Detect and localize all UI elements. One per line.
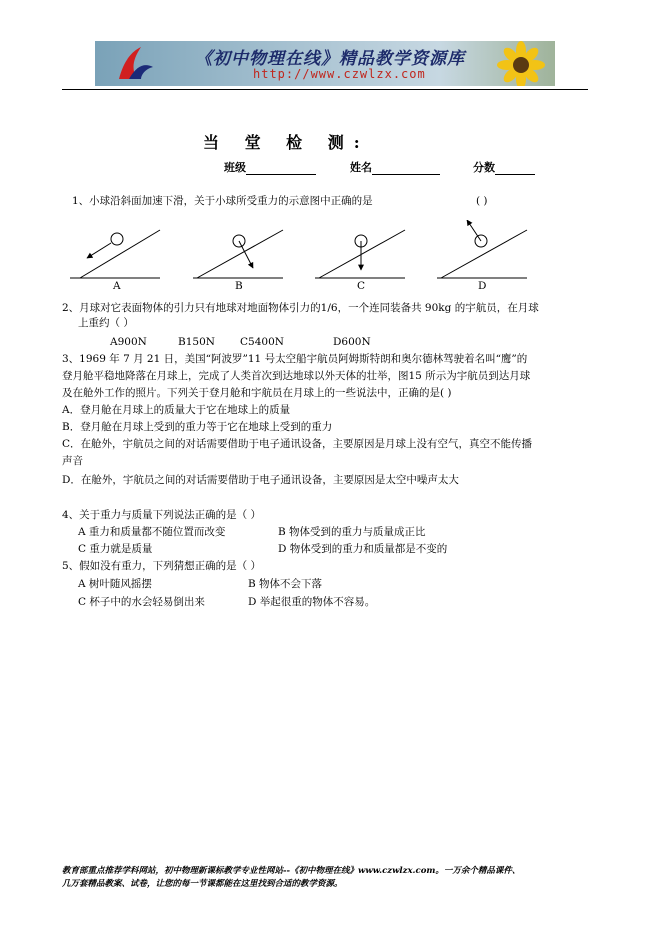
score-field — [473, 159, 535, 175]
class-field — [224, 159, 316, 175]
footer-line1: 教育部重点推荐学科网站，初中物理新课标教学专业性网站--《初中物理在线》www.czwlzx.com。一万余个精品课件、 — [62, 866, 521, 876]
q5-option-c: C 杯子中的水会轻易倒出来 — [78, 596, 205, 608]
class-label: 班级 — [224, 161, 246, 174]
q3-line1: 3、1969 年 7 月 21 日，美国“阿波罗”11 号太空船宇航员阿姆斯特朗和奥尔德林驾驶着名叫“鹰”的 — [62, 353, 528, 365]
q1-stem: 1、小球沿斜面加速下滑，关于小球所受重力的示意图中正确的是 — [72, 195, 373, 207]
q3-option-d: D．在舱外，宇航员之间的对话需要借助于电子通讯设备，主要原因是太空中噪声太大 — [62, 474, 459, 486]
figure-label-b: B — [235, 280, 243, 292]
q4-option-c: C 重力就是质量 — [78, 543, 153, 555]
q3-option-b: B．登月舱在月球上受到的重力等于它在地球上受到的重力 — [62, 421, 333, 433]
figure-b — [193, 230, 283, 278]
q2-line2: 上重约（ ） — [78, 317, 134, 329]
banner-title: 《初中物理在线》精品教学资源库 — [195, 49, 465, 69]
header-banner — [95, 41, 555, 86]
q2-option-b: B150N — [178, 336, 215, 348]
figure-a — [70, 230, 160, 278]
class-blank[interactable] — [246, 163, 316, 175]
q5-stem: 5、假如没有重力，下列猜想正确的是（ ） — [62, 560, 262, 572]
score-blank[interactable] — [495, 163, 535, 175]
q4-option-d: D 物体受到的重力和质量都是不变的 — [278, 543, 448, 555]
figure-label-a: A — [113, 280, 121, 292]
logo-icon — [115, 45, 155, 83]
banner-url[interactable]: http://www.czwlzx.com — [253, 67, 426, 81]
q2-option-a: A900N — [110, 336, 147, 348]
q4-option-a: A 重力和质量都不随位置而改变 — [78, 526, 226, 538]
q2-option-c: C5400N — [240, 336, 284, 348]
q3-option-a: A．登月舱在月球上的质量大于它在地球上的质量 — [62, 404, 291, 416]
name-blank[interactable] — [372, 163, 440, 175]
q3-option-c: C．在舱外，宇航员之间的对话需要借助于电子通讯设备，主要原因是月球上没有空气，真空不能传播 — [62, 438, 533, 450]
q4-stem: 4、关于重力与质量下列说法正确的是（ ） — [62, 509, 262, 521]
q1-paren: ( ) — [476, 195, 488, 207]
q5-option-d: D 举起很重的物体不容易。 — [248, 596, 376, 608]
q2-option-d: D600N — [333, 336, 371, 348]
sunflower-icon — [487, 41, 555, 86]
name-label: 姓名 — [350, 161, 372, 174]
q5-option-a: A 树叶随风摇摆 — [78, 578, 152, 590]
q2-line1: 2、月球对它表面物体的引力只有地球对地面物体引力的1/6，一个连同装备共 90kg 的宇航员，在月球 — [62, 302, 539, 314]
q3-line2: 登月舱平稳地降落在月球上，完成了人类首次到达地球以外天体的壮举，图15 所示为宇航员到达月球 — [62, 370, 531, 382]
footer — [62, 865, 622, 891]
page-title: 当 堂 检 测: — [203, 133, 370, 152]
q3-option-c-cont: 声音 — [62, 455, 83, 467]
figure-label-d: D — [478, 280, 487, 292]
figure-d — [437, 220, 527, 278]
score-label: 分数 — [473, 161, 495, 174]
header-rule — [62, 89, 588, 90]
q5-option-b: B 物体不会下落 — [248, 578, 323, 590]
figure-label-c: C — [357, 280, 366, 292]
q4-option-b: B 物体受到的重力与质量成正比 — [278, 526, 426, 538]
footer-line2: 几万套精品教案、试卷，让您的每一节课都能在这里找到合适的教学资源。 — [62, 879, 343, 889]
q1-figures — [65, 220, 545, 290]
name-field — [350, 159, 440, 175]
q3-line3: 及在舱外工作的照片。下列关于登月舱和宇航员在月球上的一些说法中，正确的是( ) — [62, 387, 452, 399]
figure-c — [315, 230, 405, 278]
